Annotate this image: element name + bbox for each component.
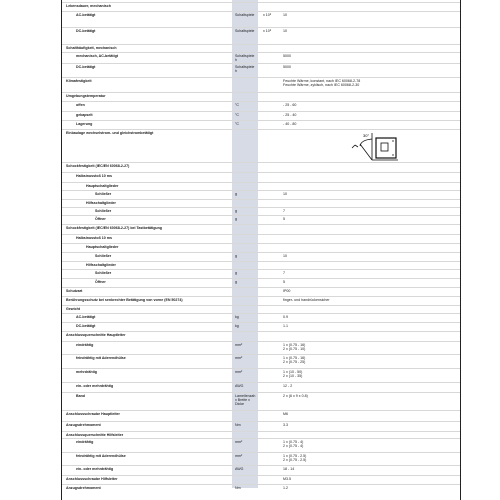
spec-value: 1.2 — [283, 486, 288, 490]
spec-label: gekapselt — [76, 113, 93, 117]
spec-label: Anschlussquerschnitte Hilfsleiter — [66, 433, 124, 437]
spec-label: feindrähtig mit Aderendhülse — [76, 356, 126, 360]
spec-label: Band — [76, 394, 85, 398]
mounting-angle-label: 30° — [363, 133, 370, 138]
spec-unit: g — [235, 209, 237, 213]
spec-unit: AWG — [235, 384, 244, 388]
spec-unit: g — [235, 192, 237, 196]
spec-value: - 25 - 40 — [283, 113, 297, 117]
spec-label: Lebensdauer, mechanisch — [66, 4, 111, 8]
spec-label: mechanisch, AC-betätigt — [76, 54, 118, 58]
spec-unit: Nm — [235, 423, 241, 427]
spec-label: Schockfestigkeit (IEC/EN 60068-2-27) bei Tastbetätigung — [66, 226, 162, 230]
spec-unit: Schaltspiele — [235, 29, 255, 33]
spec-label: Halbsinusstoß 10 ms — [76, 174, 112, 178]
spec-unit: °C — [235, 113, 240, 117]
spec-unit: °C — [235, 122, 240, 126]
spec-value: 1 x (0.75 - 2.5) 2 x (0.75 - 2.5) — [283, 454, 307, 462]
spec-label: Schließer — [95, 209, 112, 213]
spec-label: Anschlussschraube Hauptleiter — [66, 412, 120, 416]
spec-label: Hilfsschaltglieder — [86, 201, 116, 205]
spec-value: 10 — [283, 254, 287, 258]
spec-label: Gewicht — [66, 307, 80, 311]
spec-label: DC-betätigt — [76, 29, 96, 33]
spec-unit: Schaltspiele h — [235, 65, 255, 73]
spec-label: Öffner — [95, 280, 106, 284]
spec-value: 5000 — [283, 54, 291, 58]
spec-value: M6 — [283, 412, 288, 416]
spec-label: eindrähtig — [76, 440, 94, 444]
spec-label: ein- oder mehrdrähtig — [76, 384, 114, 388]
spec-label: Schließer — [95, 192, 112, 196]
spec-label: Lagerung — [76, 122, 93, 126]
spec-value: - 40 - 80 — [283, 122, 297, 126]
spec-label: Hilfsschaltglieder — [86, 263, 116, 267]
spec-label: mehrdrähtig — [76, 370, 97, 374]
spec-label: Schalthäufigkeit, mechanisch — [66, 46, 117, 50]
spec-value: 0.9 — [283, 315, 288, 319]
spec-label: eindrähtig — [76, 343, 94, 347]
spec-label: AC-betätigt — [76, 315, 96, 319]
spec-exponent: x 10⁶ — [263, 13, 272, 17]
spec-value: 10 — [283, 192, 287, 196]
spec-value: 2 x (6 x 9 x 0.8) — [283, 394, 308, 398]
spec-label: Schließer — [95, 271, 112, 275]
spec-unit: mm² — [235, 356, 243, 360]
spec-value: Feuchte Wärme, konstant, nach IEC 60068-2-78 Feuchte Wärme, zyklisch, nach IEC 60068-2-30 — [283, 79, 361, 87]
spec-value: finger- und handrückensicher — [283, 298, 330, 302]
spec-label: Hauptschaltglieder — [86, 184, 119, 188]
spec-label: feindrähtig mit Aderendhülse — [76, 454, 126, 458]
spec-unit: mm² — [235, 370, 243, 374]
spec-unit: °C — [235, 103, 240, 107]
spec-label: Anzugsdrehmoment — [66, 486, 101, 490]
spec-unit: g — [235, 271, 237, 275]
spec-label: Umgebungstemperatur — [66, 94, 106, 98]
spec-value: 1 x (0.75 - 16) 2 x (0.75 - 10) — [283, 343, 306, 351]
spec-value: 10 — [283, 13, 287, 17]
spec-unit: mm² — [235, 440, 243, 444]
spec-label: Berührungsschutz bei senkrechter Betätigung von vorne (EN 50274) — [66, 298, 183, 302]
spec-label: Schutzart — [66, 289, 83, 293]
spec-label: Halbsinusstoß 10 ms — [76, 236, 112, 240]
spec-value: 18 - 14 — [283, 467, 295, 471]
spec-label: Hauptschaltglieder — [86, 245, 119, 249]
spec-label: Anschlussschraube Hilfsleiter — [66, 477, 118, 481]
spec-label: Anzugsdrehmoment — [66, 423, 101, 427]
spec-unit: Schaltspiele h — [235, 54, 255, 62]
spec-unit: mm² — [235, 343, 243, 347]
spec-unit: Schaltspiele — [235, 13, 255, 17]
spec-label: Klimafestigkeit — [66, 79, 92, 83]
spec-unit: Lamellenzah x Breite x Dicke — [235, 394, 256, 406]
spec-value: M3.5 — [283, 477, 291, 481]
spec-value: 5 — [283, 280, 285, 284]
spec-value: 12 - 2 — [283, 384, 293, 388]
spec-unit: g — [235, 217, 237, 221]
spec-label: Schockfestigkeit (IEC/EN 60068-2-27) — [66, 164, 130, 168]
spec-unit: AWG — [235, 467, 244, 471]
spec-value: 3.3 — [283, 423, 288, 427]
spec-label: Öffner — [95, 217, 106, 221]
spec-label: DC-betätigt — [76, 324, 96, 328]
spec-value: 10 — [283, 29, 287, 33]
spec-value: 1.1 — [283, 324, 288, 328]
spec-value: 7 — [283, 271, 285, 275]
spec-exponent: x 10⁶ — [263, 29, 272, 33]
spec-value: 1 x (10 - 50) 2 x (10 - 35) — [283, 370, 303, 378]
spec-unit: mm² — [235, 454, 243, 458]
spec-label: Schließer — [95, 254, 112, 258]
spec-unit: Nm — [235, 486, 241, 490]
spec-label: offen — [76, 103, 85, 107]
spec-value: 5000 — [283, 65, 291, 69]
spec-value: IP00 — [283, 289, 291, 293]
spec-value: 1 x (0.75 - 4) 2 x (0.75 - 4) — [283, 440, 304, 448]
spec-value: 1 x (0.75 - 16) 2 x (0.75 - 25) — [283, 356, 306, 364]
spec-unit: g — [235, 254, 237, 258]
spec-value: 5 — [283, 217, 285, 221]
spec-label: Anschlussquerschnitte Hauptleiter — [66, 333, 126, 337]
spec-value: - 25 - 60 — [283, 103, 297, 107]
spec-label: ein- oder mehrdrähtig — [76, 467, 114, 471]
spec-label: Einbaulage wechselstrom- und gleichstrombetätigt — [66, 131, 154, 135]
spec-unit: kg — [235, 324, 239, 328]
spec-unit: g — [235, 280, 237, 284]
spec-unit: kg — [235, 315, 239, 319]
spec-label: DC-betätigt — [76, 65, 96, 69]
spec-label: AC-betätigt — [76, 13, 96, 17]
spec-value: 7 — [283, 209, 285, 213]
